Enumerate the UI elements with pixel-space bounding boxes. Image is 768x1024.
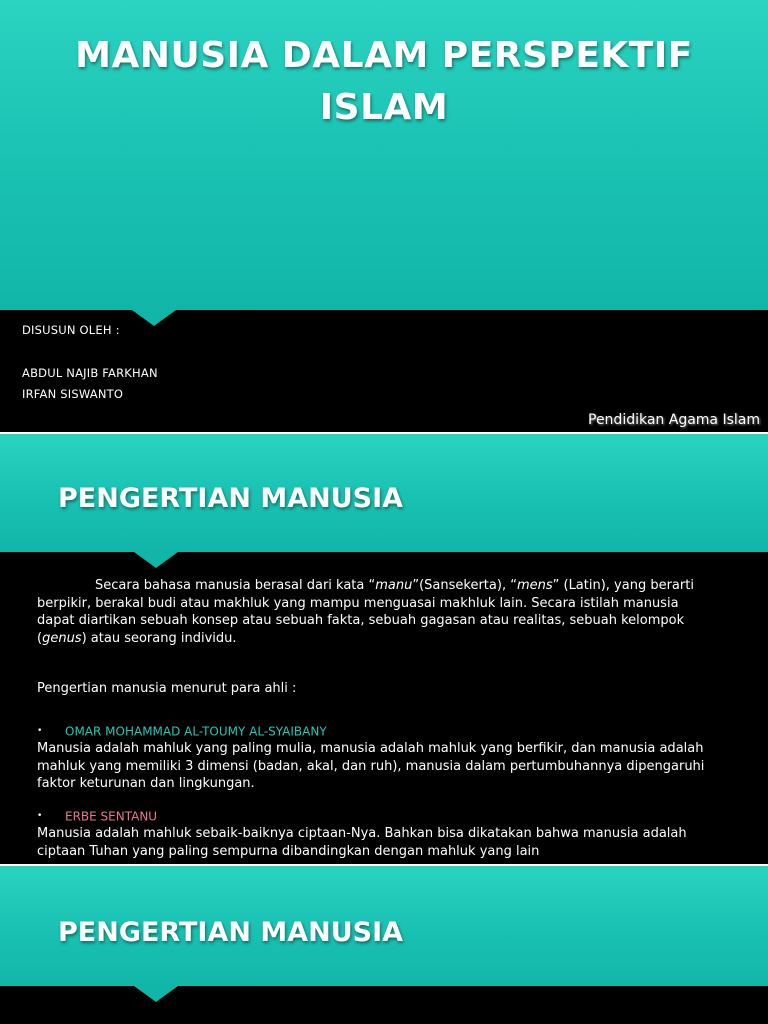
presentation-title: MANUSIA DALAM PERSPEKTIF ISLAM — [75, 35, 693, 128]
expert-name: ERBE SENTANU — [65, 809, 158, 824]
experts-heading: Pengertian manusia menurut para ahli : — [37, 681, 297, 696]
expert-name-row — [37, 723, 717, 741]
author-name: ABDUL NAJIB FARKHAN — [22, 366, 158, 380]
slide-pengertian-2 — [0, 866, 768, 1024]
expert-name: OMAR MOHAMMAD AL-TOUMY AL-SYAIBANY — [65, 724, 327, 739]
panel-notch — [134, 552, 178, 568]
intro-paragraph: Secara bahasa manusia berasal dari kata “manu”(Sansekerta), “mens” (Latin), yang berarti berpikir, berakal budi atau makhluk yang mampu menguasai makhluk lain. Secara istilah manusia dapat diartikan sebuah konsep atau sebuah fakta, sebuah gagasan atau realitas, sebuah kelompok (genus) atau seorang individu. — [37, 578, 694, 646]
slide-title — [0, 0, 768, 432]
section-title: PENGERTIAN MANUSIA — [58, 917, 404, 948]
expert-name-row — [37, 808, 717, 826]
compiled-by-label: DISUSUN OLEH : — [22, 323, 120, 337]
bullet-icon: • — [37, 726, 43, 736]
content-panel — [0, 986, 768, 1024]
section-title: PENGERTIAN MANUSIA — [58, 483, 404, 514]
expert-definition: Manusia adalah mahluk yang paling mulia, manusia adalah mahluk yang berfikir, dan manusia adalah mahluk yang memiliki 3 dimensi (badan, akal, dan ruh), manusia dalam pertumbuhannya dipengaruhi faktor keturunan dan lingkungan. — [37, 741, 705, 791]
author-name: IRFAN SISWANTO — [22, 387, 124, 401]
expert-definition: Manusia adalah mahluk sebaik-baiknya ciptaan-Nya. Bahkan bisa dikatakan bahwa manusia adalah ciptaan Tuhan yang paling sempurna dibandingkan dengan mahluk yang lain — [37, 826, 687, 859]
course-name: Pendidikan Agama Islam — [588, 412, 760, 428]
bullet-icon: • — [37, 811, 43, 821]
panel-notch — [132, 310, 176, 326]
slide-pengertian — [0, 434, 768, 864]
panel-notch — [134, 986, 178, 1002]
